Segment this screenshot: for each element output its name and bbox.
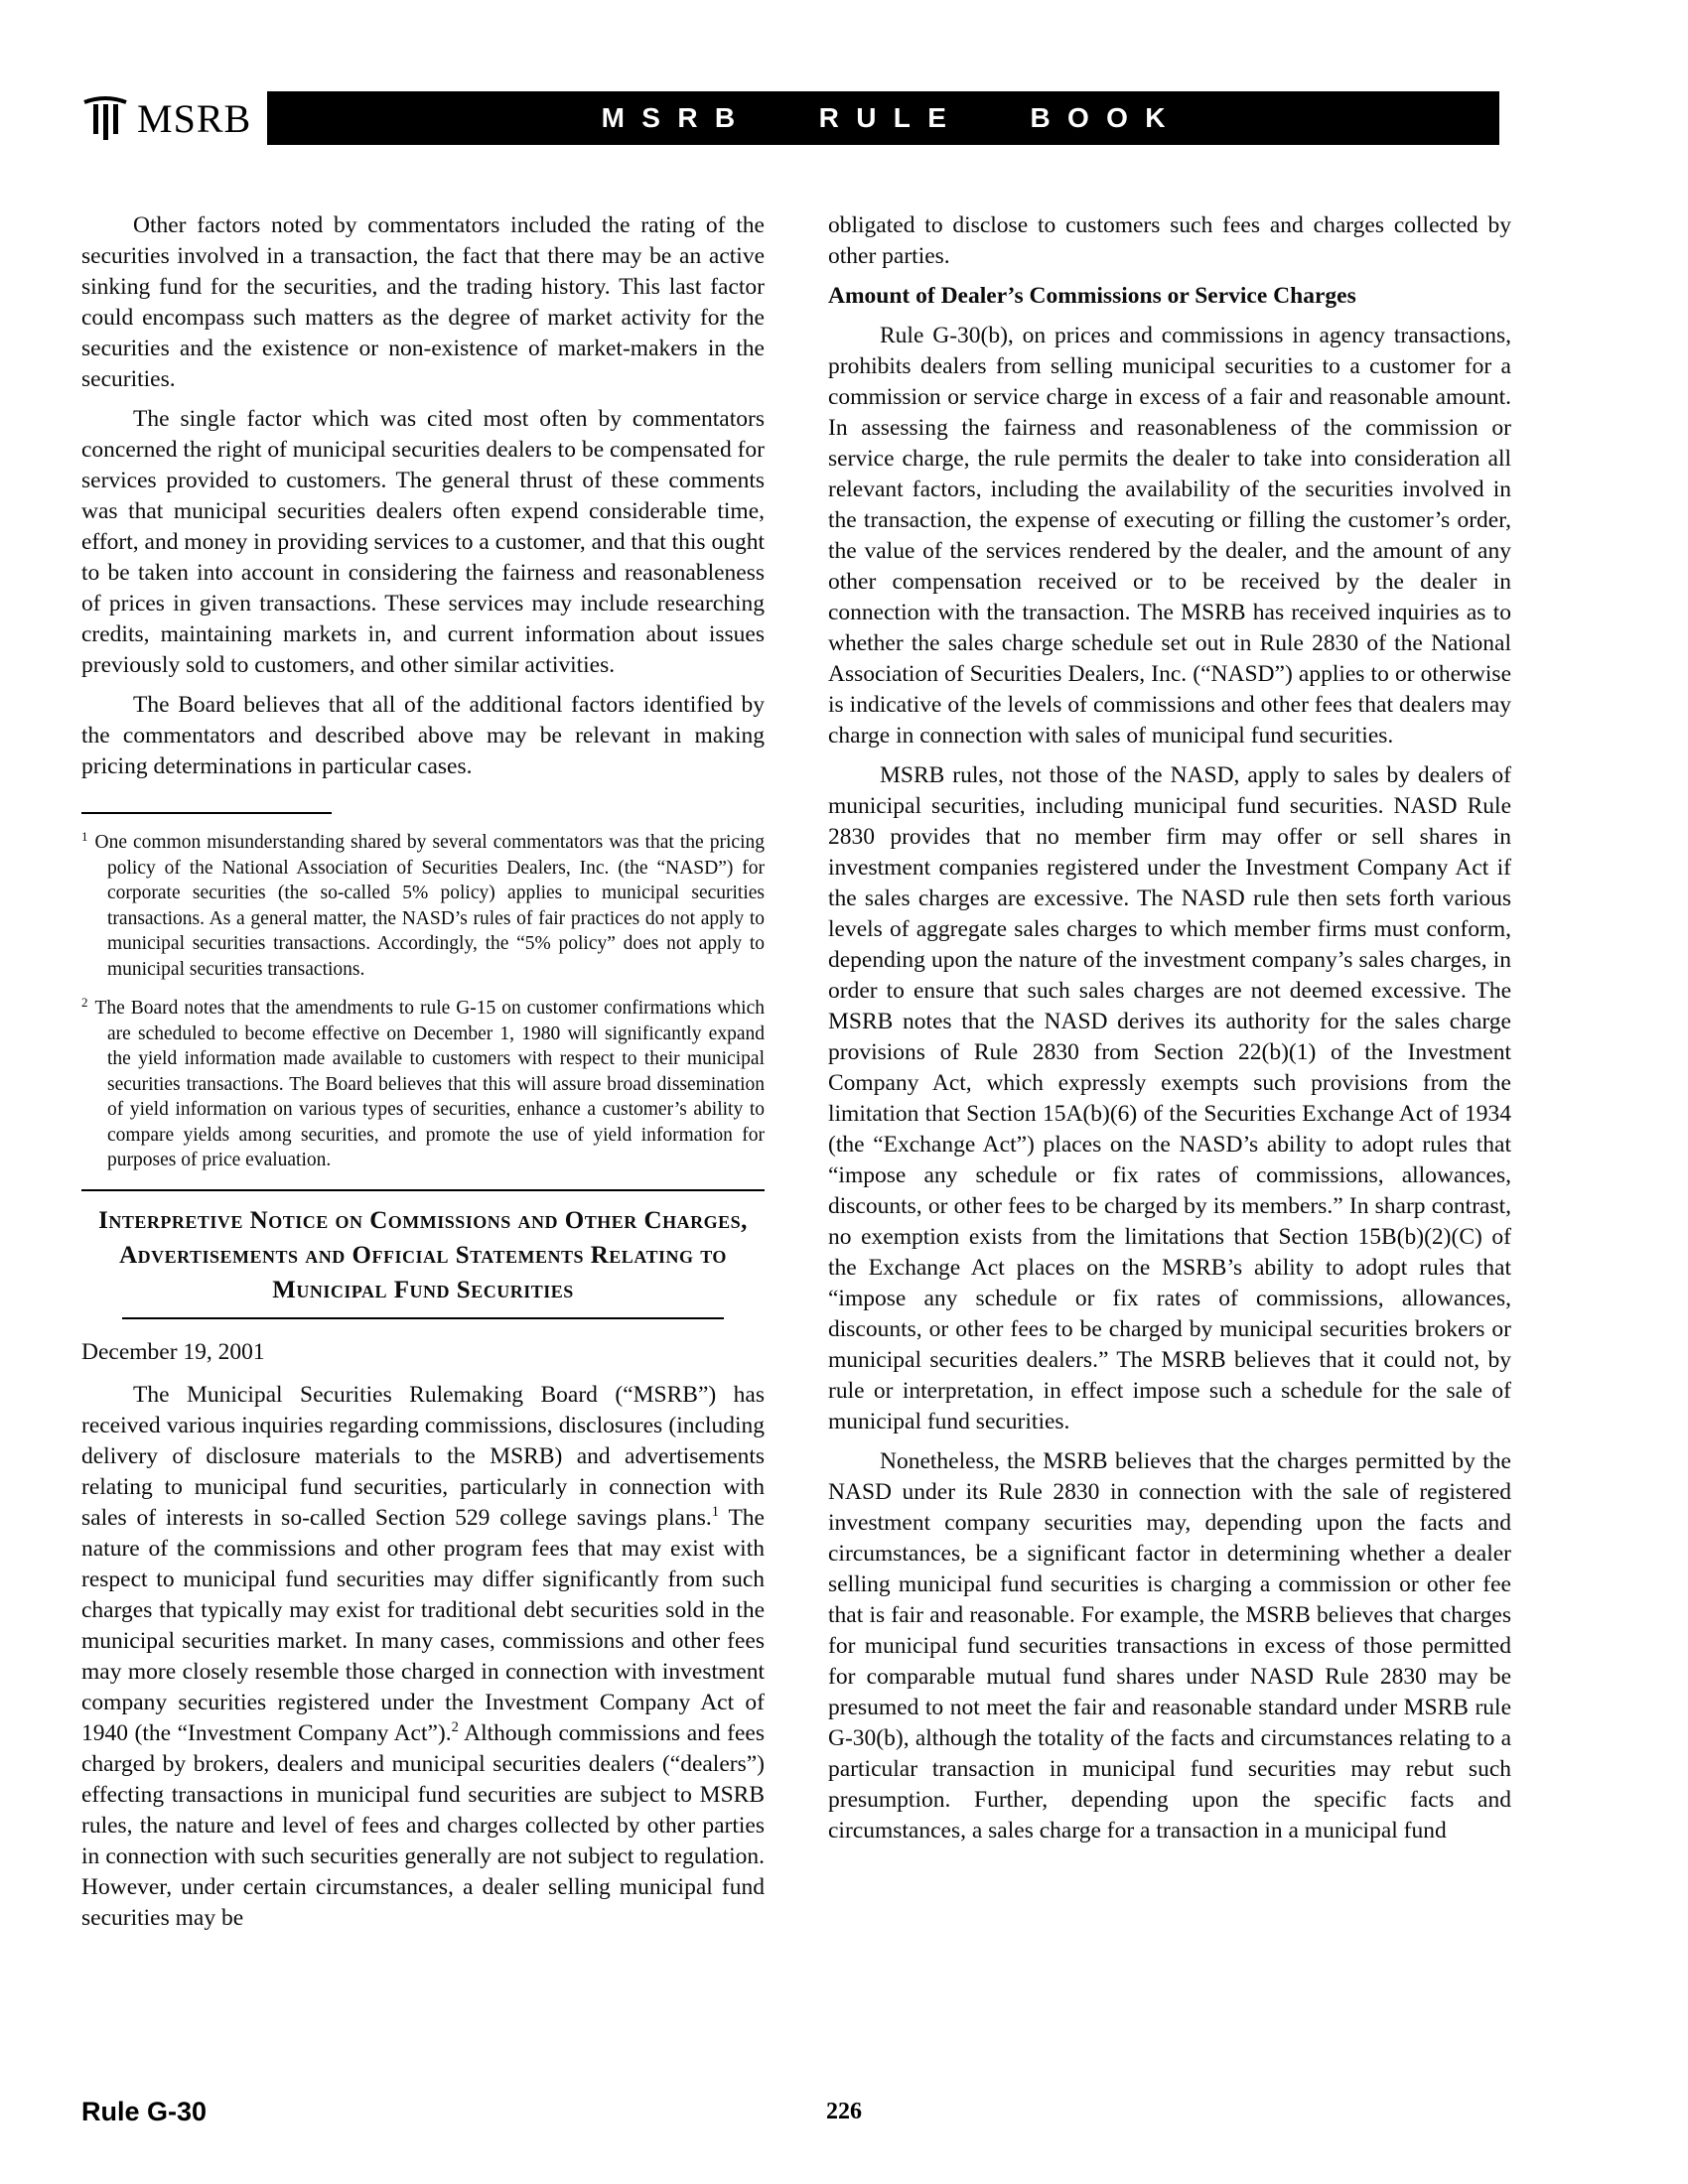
section-heading-commissions: Amount of Dealer’s Commissions or Service Charges [828, 283, 1356, 309]
interpretive-notice-heading: Interpretive Notice on Commissions and Other Charges, Advertisements and Official Statements Relating to Municipal Fund Securities [81, 1189, 765, 1317]
page-footer [81, 2097, 1607, 2136]
footnote-2-number: 2 [81, 994, 88, 1010]
msrb-logo [81, 93, 251, 143]
rulebook-title-bar [267, 91, 1499, 145]
rule-number-label: Rule G-30 [81, 2097, 208, 2126]
paragraph-msrb-rules: MSRB rules, not those of the NASD, apply to sales by dealers of municipal securities, including municipal fund securities. NASD Rule 2830 provides that no member firm may offer or sell shares in investment companies registered under the Investment Company Act if the sales charges are excessive. The NASD rule then sets forth various levels of aggregate sales charges to which member firms must conform, depending upon the nature of the investment company’s sales charges, in order to ensure that such sales charges are not deemed excessive. The MSRB notes that the NASD derives its authority for the sales charge provisions of Rule 2830 from Section 22(b)(1) of the Investment Company Act, which expressly exempts such provisions from the limitation that Section 15A(b)(6) of the Securities Exchange Act of 1934 (the “Exchange Act”) places on the NASD’s ability to adopt rules that “impose any schedule or fix rates of commissions, allowances, discounts, or other fees to be charged by its members.” In sharp contrast, no exemption exists from the limitations that Section 15B(b)(2)(C) of the Exchange Act places on the MSRB’s ability to adopt rules that “impose any schedule or fix rates of commissions, allowances, discounts, or other fees to be charged by municipal securities brokers or municipal securities dealers.” The MSRB believes that it could not, by rule or interpretation, in effect impose such a schedule for the sale of municipal fund securities. [828, 762, 1511, 1434]
msrb-logo-icon [81, 93, 129, 143]
footnote-1 [81, 830, 765, 982]
masthead [81, 91, 1499, 145]
footnote-2 [81, 996, 765, 1173]
footnote-ref-1: 1 [711, 1503, 720, 1520]
footnote-1-text: One common misunderstanding shared by several commentators was that the pricing policy of the National Association of Securities Dealers, Inc. (the “NASD”) for corporate securities (the so-called 5% policy) applies to municipal securities transactions. As a general matter, the NASD’s rules of fair practices do not apply to municipal securities transactions. Accordingly, the “5% policy” does not apply to municipal securities transactions. [94, 832, 765, 980]
footnote-2-text: The Board notes that the amendments to rule G-15 on customer confirmations which are scheduled to become effective on December 1, 1980 will significantly expand the yield information made available to customers with respect to their municipal securities transactions. The Board believes that this will assure broad dissemination of yield information on various types of securities, enhance a customer’s ability to compare yields among securities, and promote the use of yield information for purposes of price evaluation. [94, 998, 765, 1170]
paragraph-continuation: obligated to disclose to customers such fees and charges collected by other parties. [828, 212, 1511, 269]
notice-paragraph-part2: The nature of the commissions and other program fees that may exist with respect to municipal fund securities may differ significantly from such charges that typically may exist for traditional debt securities sold in the municipal securities market. In many cases, commissions and other fees may more closely resemble those charged in connection with investment company securities registered under the Investment Company Act of 1940 (the “Investment Company Act”). [81, 1504, 765, 1746]
notice-heading-rule [122, 1317, 723, 1319]
left-column [81, 210, 765, 1943]
rulebook-title: MSRB RULE BOOK [601, 102, 1183, 133]
paragraph-nonetheless: Nonetheless, the MSRB believes that the charges permitted by the NASD under its Rule 2830 in connection with the sale of registered investment company securities may, depending upon the facts and circumstances, be a significant factor in determining whether a dealer selling municipal fund securities is charging a commission or other fee that is fair and reasonable. For example, the MSRB believes that charges for municipal fund securities transactions in excess of those permitted for comparable mutual fund shares under NASD Rule 2830 may be presumed to not meet the fair and reasonable standard under MSRB rule G-30(b), although the totality of the facts and circumstances relating to a particular transaction in municipal fund securities may rebut such presumption. Further, depending upon the specific facts and circumstances, a sales charge for a transaction in a municipal fund [828, 1448, 1511, 1843]
paragraph-board-believes: The Board believes that all of the additional factors identified by the commentators and described above may be relevant in making pricing determinations in particular cases. [81, 692, 765, 779]
paragraph-single-factor: The single factor which was cited most often by commentators concerned the right of municipal securities dealers to be compensated for services provided to customers. The general thrust of these comments was that municipal securities dealers often expend considerable time, effort, and money in providing services to a customer, and that this ought to be taken into account in considering the fairness and reasonableness of prices in given transactions. These services may include researching credits, maintaining markets in, and current information about issues previously sold to customers, and other similar activities. [81, 406, 765, 678]
notice-paragraph-part1: The Municipal Securities Rulemaking Board (“MSRB”) has received various inquiries regarding commissions, disclosures (including delivery of disclosure materials to the MSRB) and advertisements relating to municipal fund securities, particularly in connection with sales of interests in so-called Section 529 college savings plans. [81, 1381, 765, 1531]
paragraph-rule-g30b: Rule G-30(b), on prices and commissions in agency transactions, prohibits dealers from selling municipal securities to a customer for a commission or service charge in excess of a fair and reasonable amount. In assessing the fairness and reasonableness of the commission or service charge, the rule permits the dealer to take into consideration all relevant factors, including the availability of the securities involved in the transaction, the expense of executing or filling the customer’s order, the value of the services rendered by the dealer, and the amount of any other compensation received or to be received by the dealer in connection with the transaction. The MSRB has received inquiries as to whether the sales charge schedule set out in Rule 2830 of the National Association of Securities Dealers, Inc. (“NASD”) applies to or otherwise is indicative of the levels of commissions and other fees that dealers may charge in connection with sales of municipal fund securities. [828, 323, 1511, 749]
notice-paragraph-part3: Although commissions and fees charged by brokers, dealers and municipal securities dealers (“dealers”) effecting transactions in municipal fund securities are subject to MSRB rules, the nature and level of fees and charges collected by other parties in connection with such securities generally are not subject to regulation. However, under certain circumstances, a dealer selling municipal fund securities may be [81, 1719, 765, 1931]
footnote-ref-2: 2 [451, 1718, 459, 1735]
paragraph-other-factors: Other factors noted by commentators included the rating of the securities involved in a transaction, the fact that there may be an active sinking fund for the securities, and the trading history. This last factor could encompass such matters as the degree of market activity for the securities and the existence or non-existence of market-makers in the securities. [81, 212, 765, 392]
page-number: 226 [826, 2099, 862, 2124]
msrb-logo-text: MSRB [137, 95, 252, 141]
footnote-1-number: 1 [81, 828, 88, 844]
notice-paragraph [81, 1380, 765, 1934]
right-column [828, 210, 1511, 1943]
notice-date: December 19, 2001 [81, 1338, 265, 1365]
footnote-separator [81, 812, 332, 814]
two-column-body [81, 210, 1511, 1943]
